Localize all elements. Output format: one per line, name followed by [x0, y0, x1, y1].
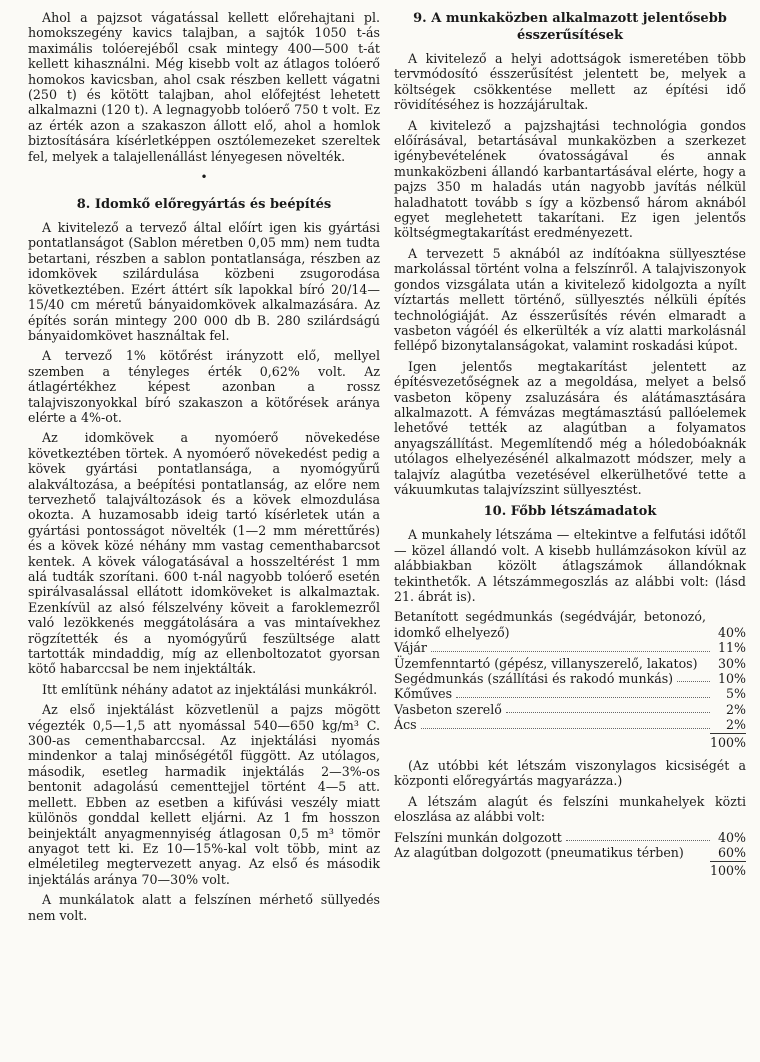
row-value: 10%	[718, 671, 746, 687]
heading-line: ésszerűsítések	[517, 28, 623, 43]
table-total-row	[394, 733, 746, 750]
row-value: 30%	[718, 655, 746, 671]
row-label: Segédmunkás (szállítási és rakodó munkás)	[394, 671, 674, 687]
paragraph: A tervező 1% kötőrést irányzott elő, mellyel szemben a tényleges érték 0,62% volt. Az átlagértékhez képest azonban a rossz talajviszonyokkal bíró szakaszon a kötőrések aránya elérte a 4%-ot.	[28, 348, 380, 425]
total-value: 100%	[709, 862, 746, 878]
heading-line: 9. A munkaközben alkalmazott jelentősebb	[413, 11, 727, 26]
row-label: Felszíni munkán dolgozott	[394, 829, 562, 845]
paragraph: A kivitelező a tervező által előírt igen kis gyártási pontatlanságot (Sablon méretben 0,05 mm) nem tudta betartani, részben a sablon pontatlansága, részben az idomkövek szilárdulása közbeni zsugorodása következtében. Ezért áttért sík lapokkal bíró 20/14—15/40 cm méretű bányaidomkövek alkalmazására. Az építés során mintegy 200 000 db B. 280 szilárdságú bányaidomkövet használtak fel.	[28, 220, 380, 343]
table-row	[394, 609, 746, 640]
row-label: Ács	[394, 717, 417, 733]
section-heading-8: 8. Idomkő előregyártás és beépítés	[76, 197, 332, 213]
table-row	[394, 702, 746, 717]
right-column	[394, 10, 746, 886]
row-value: 11%	[718, 640, 746, 656]
row-label: Vasbeton szerelő	[394, 701, 502, 717]
paragraph: A tervezett 5 aknából az indítóakna süllyesztése markolással történt volna a felszínről. A talajviszonyok gondos vizsgálata után a kivitelező kidolgozta a nyílt víztartás mellett történő, süllyesztés nélküli építés technológiáját. Az ésszerűsítés révén elmaradt a vasbeton vágóél és elkerülték a víz alatti markolásnál fellépő bizonytalanságokat, valamint roskadási kúpot.	[394, 245, 746, 354]
row-label: Az alagútban dolgozott (pneumatikus térben)	[394, 845, 684, 861]
paragraph: A kivitelező a helyi adottságok ismeretében több tervmódosító ésszerűsítést jelentett be, melyek a költségek csökkentése mellett az építési idő rövidítéséhez is hozzájárultak.	[394, 51, 746, 113]
table-row	[394, 656, 746, 671]
paragraph: Itt említünk néhány adatot az injektálási munkákról.	[42, 681, 378, 697]
row-label: Üzemfenntartó (gépész, villanyszerelő, lakatos)	[394, 655, 698, 671]
paragraph: A munkahely létszáma — eltekintve a felfutási időtől — közel állandó volt. A kisebb hullámzásokon kívül az alábbiakban közölt átlagszámok állandóknak tekinthetők. A létszámmegoszlás az alábbi volt: (lásd 21. ábrát is).	[394, 527, 746, 604]
total-value: 100%	[709, 734, 746, 750]
paragraph: A munkálatok alatt a felszínen mérhető süllyedés nem volt.	[28, 892, 380, 923]
split-table	[394, 830, 746, 878]
row-value: 2%	[726, 701, 746, 717]
row-label: Vájár	[394, 640, 427, 656]
left-column	[28, 10, 380, 928]
table-row	[394, 830, 746, 845]
paragraph: (Az utóbbi két létszám viszonylagos kicsiségét a központi előregyártás magyarázza.)	[394, 758, 746, 789]
dot-leader	[506, 712, 710, 713]
row-label: Betanított segédmunkás (segédvájár, betonozó, idomkő elhelyező)	[394, 609, 706, 640]
dot-leader	[677, 681, 710, 682]
row-value: 40%	[718, 624, 746, 640]
dot-leader	[566, 840, 710, 841]
table-row	[394, 640, 746, 655]
paragraph: A létszám alagút és felszíni munkahelyek közti eloszlása az alábbi volt:	[394, 793, 746, 825]
table-row	[394, 845, 746, 860]
table-total-row	[394, 861, 746, 878]
row-value: 2%	[726, 717, 746, 733]
section-heading-10: 10. Főbb létszámadatok	[483, 504, 657, 520]
staff-table	[394, 609, 746, 750]
table-row	[394, 671, 746, 686]
dot-leader	[431, 651, 710, 652]
row-label: Kőműves	[394, 686, 453, 702]
section-heading-9	[394, 10, 746, 44]
table-row	[394, 686, 746, 701]
dot-leader	[456, 697, 710, 698]
paragraph: Ahol a pajzsot vágatással kellett előrehajtani pl. homokszegény kavics talajban, a sajtók 1050 t-ás maximális tolóerejéből csak mintegy 400—500 t-át kellett kihasználni. Még kisebb volt az átlagos tolóerő homokos kavicsban, ahol csak részben kellett vágatni (250 t) és kötött talajban, ahol előfejtést lehetett alkalmazni (120 t). A legnagyobb tolóerő 750 t volt. Ez az érték azon a szakaszon állott elő, ahol a homlok biztosítására kísérletképpen osztólemezeket szereltek fel, melyek a talajellenállást lényegesen növelték.	[28, 10, 380, 164]
paragraph: Az első injektálást közvetlenül a pajzs mögött végezték 0,5—1,5 att nyomással 540—650 kg/m³ C. 300-as cementhabarccsal. Az injektálási nyomás mindenkor a talaj minőségétől függött. Az utólagos, második, esetleg harmadik injektálás 2—3%-os bentonit adagolású cementtejjel történt 4—5 att. mellett. Ebben az esetben a kifúvási veszély miatt különös gonddal kellett eljárni. Az 1 fm hosszon beinjektált anyagmennyiség átlagosan 0,5 m³ tömör anyagot tett ki. Ez 10—15%-kal volt több, mint az elméletileg megtervezett anyag. Az első és második injektálás aránya 70—30% volt.	[28, 702, 380, 887]
row-value: 5%	[726, 686, 746, 702]
paragraph: Igen jelentős megtakarítást jelentett az építésvezetőségnek az a megoldása, melyet a belső vasbeton köpeny zsaluzására és alátámasztására alkalmazott. A fémvázas megtámasztású pallóelemek lehetővé tették az alagútban a folyamatos anyagszállítást. Megemlítendő még a hóledobóaknák utólagos elhelyezésénél alkalmazott módszer, mely a talajvíz alagútba vezetésével elkerülhetővé tette a vákuumkutas talajvízszint süllyesztést.	[394, 358, 746, 497]
dot-leader	[421, 728, 710, 729]
table-row	[394, 717, 746, 732]
paragraph: Az idomkövek a nyomóerő növekedése következtében törtek. A nyomóerő növekedést pedig a kövek gyártási pontatlansága, a nyomógyűrű alakváltozása, a beépítési pontatlanság, az előre nem tervezhető talajváltozások és a kövek elmozdulása okozta. A huzamosabb ideig tartó kísérletek után a gyártási pontosságot növelték (1—2 mm mérettűrés) és a kövek közé néhány mm vastag cementhabarcsot kentek. A kövek válogatásával a hosszeltérést 1 mm alá tudták szorítani. 600 t-nál nagyobb tolóerő esetén spirálvasalással ellátott idomköveket is alkalmaztak. Ezenkívül az alsó félszelvény köveit a faroklemezről való lezökkenés meggátolására a vas mintaívekhez rögzítették és a nyomógyűrű feszültsége alatt tartották mindaddig, míg az ellenboltozatot gyorsan kötő habarccsal be nem injektálták.	[28, 430, 380, 677]
bullet-dot: •	[200, 170, 208, 185]
paragraph: A kivitelező a pajzshajtási technológia gondos előírásával, betartásával munkaközben a szerkezet igénybevételének óvatosságával és annak munkaközbeni állandó karbantartásával elérte, hogy a pajzs 350 m haladás után nagyobb javítás nélkül haladhatott tovább s így a közbenső három aknából egyet meglehetett takarítani. Ez igen jelentős költségmegtakarítást eredményezett.	[394, 117, 746, 241]
row-value: 40%	[718, 829, 746, 845]
row-value: 60%	[718, 845, 746, 861]
